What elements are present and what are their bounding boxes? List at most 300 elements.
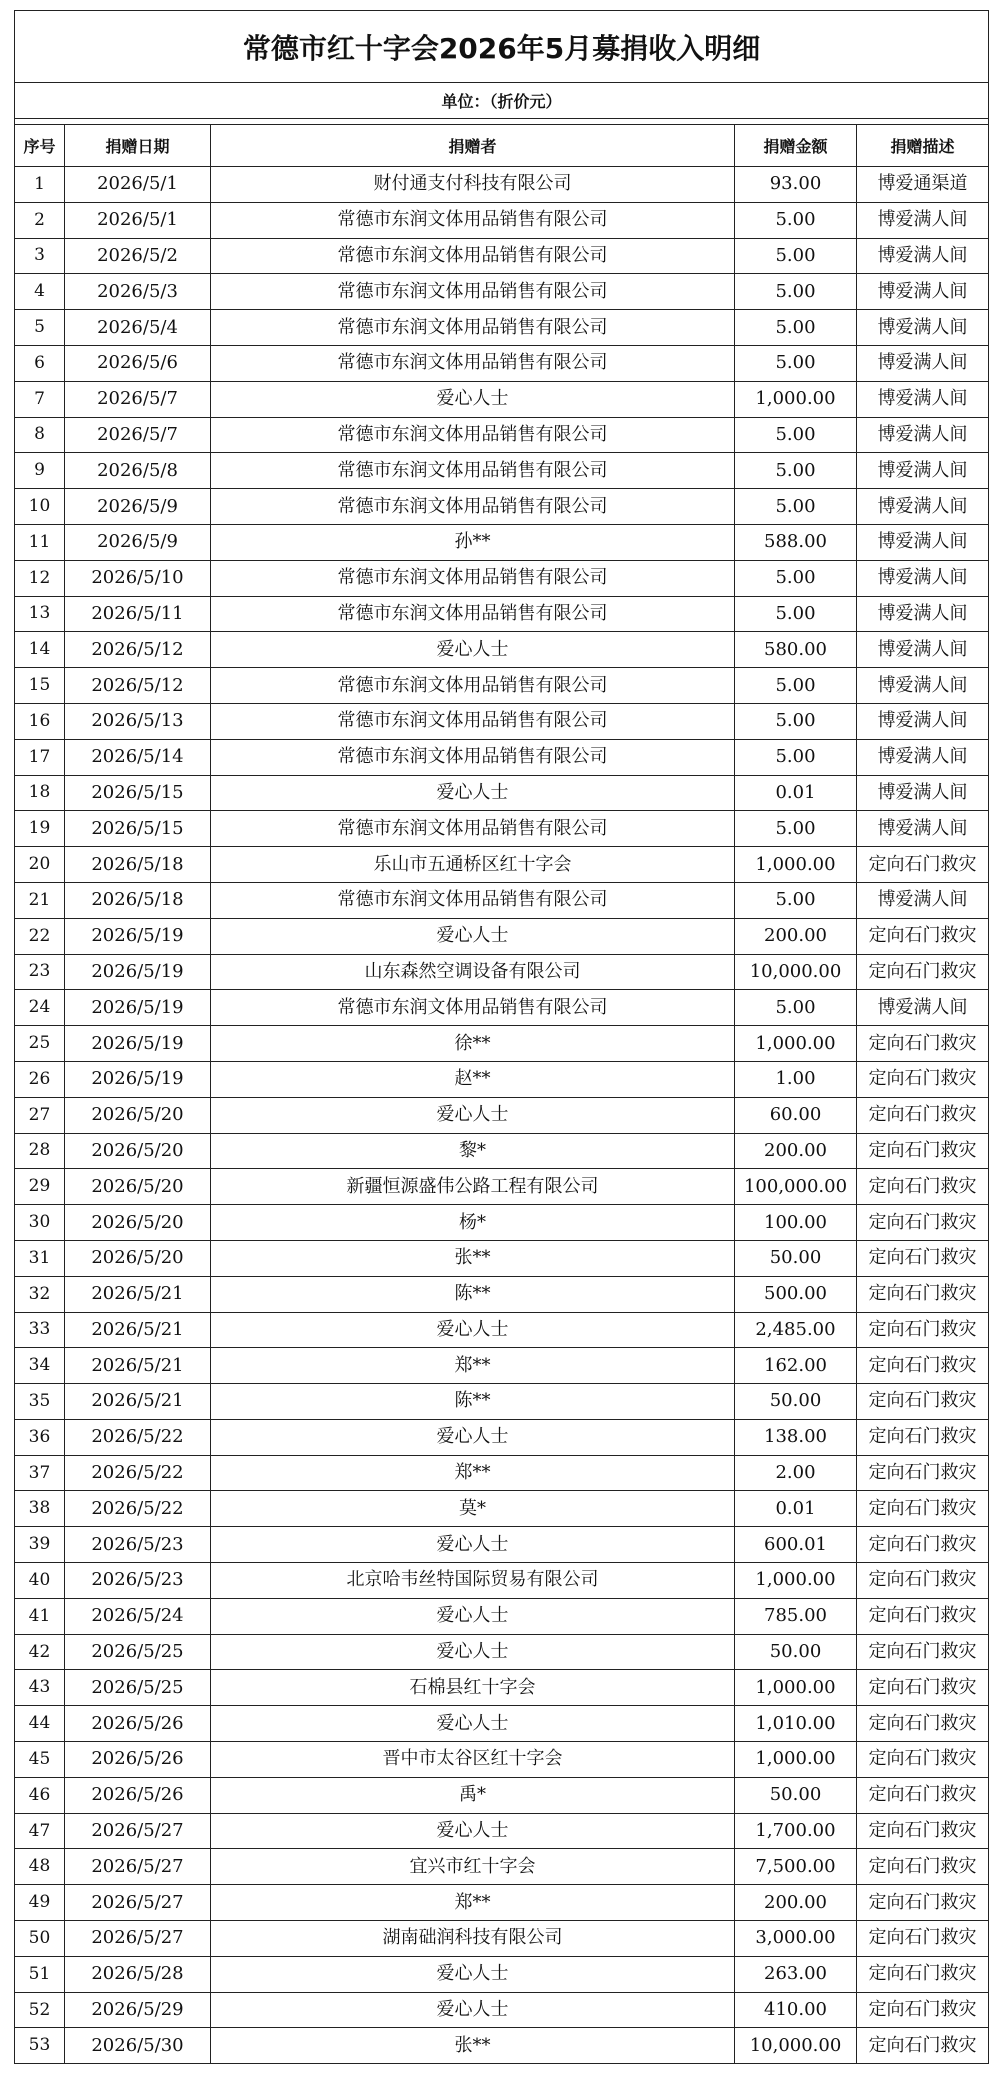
cell-serial: 29 [15, 1169, 65, 1205]
cell-description: 博爱满人间 [857, 882, 989, 918]
header-amount: 捐赠金额 [735, 125, 857, 167]
cell-serial: 31 [15, 1240, 65, 1276]
cell-amount: 162.00 [735, 1348, 857, 1384]
cell-amount: 10,000.00 [735, 2028, 857, 2064]
cell-donor: 孙** [211, 524, 735, 560]
cell-donor: 常德市东润文体用品销售有限公司 [211, 560, 735, 596]
cell-donor: 爱心人士 [211, 1634, 735, 1670]
cell-donor: 爱心人士 [211, 775, 735, 811]
cell-donor: 陈** [211, 1384, 735, 1420]
header-donor: 捐赠者 [211, 125, 735, 167]
cell-amount: 5.00 [735, 274, 857, 310]
table-row [15, 1885, 989, 1921]
cell-date: 2026/5/26 [65, 1742, 211, 1778]
cell-description: 定向石门救灾 [857, 1205, 989, 1241]
table-row [15, 918, 989, 954]
cell-serial: 3 [15, 238, 65, 274]
cell-description: 定向石门救灾 [857, 1384, 989, 1420]
cell-amount: 5.00 [735, 560, 857, 596]
cell-description: 博爱满人间 [857, 238, 989, 274]
cell-serial: 44 [15, 1706, 65, 1742]
cell-date: 2026/5/10 [65, 560, 211, 596]
cell-serial: 26 [15, 1061, 65, 1097]
table-row [15, 1813, 989, 1849]
cell-serial: 18 [15, 775, 65, 811]
table-row [15, 1205, 989, 1241]
cell-amount: 1,000.00 [735, 847, 857, 883]
cell-date: 2026/5/27 [65, 1849, 211, 1885]
cell-date: 2026/5/30 [65, 2028, 211, 2064]
cell-donor: 常德市东润文体用品销售有限公司 [211, 739, 735, 775]
table-row [15, 1634, 989, 1670]
cell-description: 博爱满人间 [857, 202, 989, 238]
table-row [15, 1276, 989, 1312]
cell-date: 2026/5/19 [65, 918, 211, 954]
cell-date: 2026/5/20 [65, 1205, 211, 1241]
cell-donor: 郑** [211, 1885, 735, 1921]
cell-description: 定向石门救灾 [857, 1992, 989, 2028]
cell-serial: 21 [15, 882, 65, 918]
table-row [15, 417, 989, 453]
table-row [15, 739, 989, 775]
cell-amount: 5.00 [735, 882, 857, 918]
cell-description: 博爱满人间 [857, 524, 989, 560]
cell-date: 2026/5/1 [65, 202, 211, 238]
cell-donor: 黎* [211, 1133, 735, 1169]
cell-amount: 50.00 [735, 1634, 857, 1670]
cell-date: 2026/5/18 [65, 847, 211, 883]
cell-description: 博爱满人间 [857, 703, 989, 739]
cell-description: 定向石门救灾 [857, 1885, 989, 1921]
cell-donor: 爱心人士 [211, 1097, 735, 1133]
cell-donor: 乐山市五通桥区红十字会 [211, 847, 735, 883]
table-row [15, 1133, 989, 1169]
cell-date: 2026/5/13 [65, 703, 211, 739]
table-row [15, 1956, 989, 1992]
cell-amount: 1,700.00 [735, 1813, 857, 1849]
cell-date: 2026/5/27 [65, 1813, 211, 1849]
cell-amount: 1,000.00 [735, 1563, 857, 1599]
cell-description: 博爱满人间 [857, 560, 989, 596]
table-row [15, 274, 989, 310]
cell-description: 定向石门救灾 [857, 1706, 989, 1742]
cell-serial: 9 [15, 453, 65, 489]
cell-description: 定向石门救灾 [857, 1097, 989, 1133]
cell-amount: 5.00 [735, 668, 857, 704]
cell-date: 2026/5/7 [65, 381, 211, 417]
table-row [15, 882, 989, 918]
cell-serial: 51 [15, 1956, 65, 1992]
table-row [15, 1097, 989, 1133]
cell-amount: 1,000.00 [735, 1670, 857, 1706]
cell-serial: 53 [15, 2028, 65, 2064]
table-row [15, 345, 989, 381]
table-row [15, 596, 989, 632]
unit-label: 单位：（折价元） [15, 83, 989, 119]
cell-serial: 42 [15, 1634, 65, 1670]
cell-serial: 48 [15, 1849, 65, 1885]
cell-donor: 爱心人士 [211, 1813, 735, 1849]
cell-donor: 徐** [211, 1026, 735, 1062]
cell-date: 2026/5/15 [65, 811, 211, 847]
table-row [15, 1491, 989, 1527]
cell-description: 定向石门救灾 [857, 1742, 989, 1778]
cell-donor: 常德市东润文体用品销售有限公司 [211, 489, 735, 525]
table-row [15, 1706, 989, 1742]
table-row [15, 524, 989, 560]
cell-serial: 7 [15, 381, 65, 417]
table-row [15, 1992, 989, 2028]
cell-amount: 1,010.00 [735, 1706, 857, 1742]
cell-serial: 39 [15, 1527, 65, 1563]
cell-description: 博爱满人间 [857, 381, 989, 417]
cell-description: 定向石门救灾 [857, 1312, 989, 1348]
cell-serial: 8 [15, 417, 65, 453]
cell-date: 2026/5/19 [65, 1061, 211, 1097]
cell-description: 定向石门救灾 [857, 1956, 989, 1992]
cell-donor: 北京哈韦丝特国际贸易有限公司 [211, 1563, 735, 1599]
cell-date: 2026/5/21 [65, 1312, 211, 1348]
cell-donor: 常德市东润文体用品销售有限公司 [211, 668, 735, 704]
cell-date: 2026/5/11 [65, 596, 211, 632]
cell-description: 定向石门救灾 [857, 1777, 989, 1813]
cell-donor: 常德市东润文体用品销售有限公司 [211, 703, 735, 739]
cell-description: 定向石门救灾 [857, 1598, 989, 1634]
cell-donor: 新疆恒源盛伟公路工程有限公司 [211, 1169, 735, 1205]
table-row [15, 560, 989, 596]
cell-description: 博爱满人间 [857, 668, 989, 704]
cell-description: 定向石门救灾 [857, 1921, 989, 1957]
cell-date: 2026/5/3 [65, 274, 211, 310]
cell-date: 2026/5/20 [65, 1169, 211, 1205]
cell-amount: 93.00 [735, 167, 857, 203]
cell-date: 2026/5/21 [65, 1276, 211, 1312]
cell-amount: 5.00 [735, 596, 857, 632]
cell-amount: 2,485.00 [735, 1312, 857, 1348]
cell-date: 2026/5/9 [65, 524, 211, 560]
cell-amount: 0.01 [735, 1491, 857, 1527]
cell-donor: 常德市东润文体用品销售有限公司 [211, 310, 735, 346]
table-row [15, 1921, 989, 1957]
cell-description: 定向石门救灾 [857, 1133, 989, 1169]
cell-donor: 常德市东润文体用品销售有限公司 [211, 596, 735, 632]
cell-donor: 宜兴市红十字会 [211, 1849, 735, 1885]
cell-serial: 34 [15, 1348, 65, 1384]
cell-donor: 常德市东润文体用品销售有限公司 [211, 990, 735, 1026]
cell-donor: 郑** [211, 1348, 735, 1384]
table-row [15, 1777, 989, 1813]
cell-description: 博爱满人间 [857, 310, 989, 346]
cell-description: 定向石门救灾 [857, 2028, 989, 2064]
cell-donor: 爱心人士 [211, 632, 735, 668]
cell-serial: 35 [15, 1384, 65, 1420]
table-row [15, 668, 989, 704]
table-row [15, 1563, 989, 1599]
table-row [15, 489, 989, 525]
cell-serial: 33 [15, 1312, 65, 1348]
cell-amount: 1,000.00 [735, 1742, 857, 1778]
table-row [15, 1455, 989, 1491]
cell-date: 2026/5/9 [65, 489, 211, 525]
cell-date: 2026/5/4 [65, 310, 211, 346]
cell-serial: 49 [15, 1885, 65, 1921]
table-row [15, 381, 989, 417]
cell-amount: 5.00 [735, 811, 857, 847]
table-row [15, 167, 989, 203]
cell-amount: 785.00 [735, 1598, 857, 1634]
cell-donor: 山东森然空调设备有限公司 [211, 954, 735, 990]
cell-serial: 32 [15, 1276, 65, 1312]
cell-date: 2026/5/23 [65, 1527, 211, 1563]
cell-serial: 14 [15, 632, 65, 668]
cell-date: 2026/5/14 [65, 739, 211, 775]
cell-donor: 石棉县红十字会 [211, 1670, 735, 1706]
cell-date: 2026/5/7 [65, 417, 211, 453]
cell-serial: 43 [15, 1670, 65, 1706]
cell-amount: 5.00 [735, 990, 857, 1026]
cell-donor: 赵** [211, 1061, 735, 1097]
cell-description: 定向石门救灾 [857, 1276, 989, 1312]
cell-amount: 5.00 [735, 739, 857, 775]
cell-donor: 张** [211, 2028, 735, 2064]
donation-sheet [14, 10, 988, 2064]
table-row [15, 1419, 989, 1455]
cell-amount: 200.00 [735, 1133, 857, 1169]
table-row [15, 1598, 989, 1634]
cell-date: 2026/5/8 [65, 453, 211, 489]
cell-description: 定向石门救灾 [857, 1455, 989, 1491]
cell-serial: 4 [15, 274, 65, 310]
cell-serial: 41 [15, 1598, 65, 1634]
cell-serial: 37 [15, 1455, 65, 1491]
cell-description: 定向石门救灾 [857, 918, 989, 954]
cell-serial: 6 [15, 345, 65, 381]
table-row [15, 703, 989, 739]
cell-donor: 晋中市太谷区红十字会 [211, 1742, 735, 1778]
cell-description: 定向石门救灾 [857, 1491, 989, 1527]
cell-amount: 138.00 [735, 1419, 857, 1455]
cell-serial: 11 [15, 524, 65, 560]
cell-amount: 200.00 [735, 1885, 857, 1921]
table-row [15, 1670, 989, 1706]
cell-amount: 5.00 [735, 345, 857, 381]
table-row [15, 954, 989, 990]
donation-table [14, 10, 989, 2064]
cell-donor: 湖南础润科技有限公司 [211, 1921, 735, 1957]
cell-amount: 1,000.00 [735, 381, 857, 417]
cell-date: 2026/5/25 [65, 1634, 211, 1670]
cell-date: 2026/5/21 [65, 1348, 211, 1384]
table-row [15, 632, 989, 668]
page-title: 常德市红十字会2026年5月募捐收入明细 [15, 11, 989, 83]
cell-serial: 25 [15, 1026, 65, 1062]
table-row [15, 453, 989, 489]
cell-description: 定向石门救灾 [857, 1563, 989, 1599]
cell-serial: 38 [15, 1491, 65, 1527]
cell-serial: 15 [15, 668, 65, 704]
cell-date: 2026/5/19 [65, 1026, 211, 1062]
cell-serial: 16 [15, 703, 65, 739]
cell-description: 博爱满人间 [857, 345, 989, 381]
cell-donor: 爱心人士 [211, 918, 735, 954]
cell-description: 博爱满人间 [857, 775, 989, 811]
cell-date: 2026/5/23 [65, 1563, 211, 1599]
cell-date: 2026/5/28 [65, 1956, 211, 1992]
cell-donor: 爱心人士 [211, 381, 735, 417]
cell-description: 博爱满人间 [857, 811, 989, 847]
cell-serial: 45 [15, 1742, 65, 1778]
cell-date: 2026/5/25 [65, 1670, 211, 1706]
cell-serial: 1 [15, 167, 65, 203]
cell-description: 博爱满人间 [857, 274, 989, 310]
cell-amount: 0.01 [735, 775, 857, 811]
cell-amount: 3,000.00 [735, 1921, 857, 1957]
table-row [15, 1849, 989, 1885]
cell-description: 定向石门救灾 [857, 1169, 989, 1205]
cell-serial: 40 [15, 1563, 65, 1599]
cell-date: 2026/5/20 [65, 1240, 211, 1276]
cell-amount: 100.00 [735, 1205, 857, 1241]
cell-amount: 580.00 [735, 632, 857, 668]
table-row [15, 847, 989, 883]
cell-serial: 19 [15, 811, 65, 847]
cell-amount: 410.00 [735, 1992, 857, 2028]
cell-description: 定向石门救灾 [857, 1240, 989, 1276]
cell-description: 博爱通渠道 [857, 167, 989, 203]
table-row [15, 202, 989, 238]
cell-donor: 郑** [211, 1455, 735, 1491]
table-row [15, 1742, 989, 1778]
cell-serial: 28 [15, 1133, 65, 1169]
table-body [15, 167, 989, 2064]
cell-serial: 12 [15, 560, 65, 596]
cell-date: 2026/5/22 [65, 1455, 211, 1491]
cell-date: 2026/5/27 [65, 1885, 211, 1921]
cell-serial: 46 [15, 1777, 65, 1813]
cell-description: 定向石门救灾 [857, 1849, 989, 1885]
cell-date: 2026/5/12 [65, 632, 211, 668]
cell-date: 2026/5/6 [65, 345, 211, 381]
cell-serial: 13 [15, 596, 65, 632]
cell-serial: 47 [15, 1813, 65, 1849]
cell-date: 2026/5/21 [65, 1384, 211, 1420]
cell-amount: 50.00 [735, 1384, 857, 1420]
table-row [15, 1026, 989, 1062]
cell-date: 2026/5/22 [65, 1419, 211, 1455]
header-serial: 序号 [15, 125, 65, 167]
cell-serial: 2 [15, 202, 65, 238]
cell-amount: 1.00 [735, 1061, 857, 1097]
header-date: 捐赠日期 [65, 125, 211, 167]
cell-description: 博爱满人间 [857, 417, 989, 453]
cell-description: 定向石门救灾 [857, 1527, 989, 1563]
cell-amount: 588.00 [735, 524, 857, 560]
cell-serial: 52 [15, 1992, 65, 2028]
cell-amount: 50.00 [735, 1777, 857, 1813]
cell-date: 2026/5/15 [65, 775, 211, 811]
cell-amount: 5.00 [735, 489, 857, 525]
cell-donor: 常德市东润文体用品销售有限公司 [211, 238, 735, 274]
table-row [15, 1169, 989, 1205]
cell-description: 博爱满人间 [857, 453, 989, 489]
table-header [15, 125, 989, 167]
cell-description: 博爱满人间 [857, 739, 989, 775]
cell-description: 定向石门救灾 [857, 1061, 989, 1097]
table-row [15, 1527, 989, 1563]
cell-donor: 常德市东润文体用品销售有限公司 [211, 882, 735, 918]
cell-serial: 17 [15, 739, 65, 775]
cell-description: 定向石门救灾 [857, 1026, 989, 1062]
cell-serial: 27 [15, 1097, 65, 1133]
cell-description: 定向石门救灾 [857, 847, 989, 883]
cell-amount: 5.00 [735, 202, 857, 238]
cell-amount: 200.00 [735, 918, 857, 954]
cell-date: 2026/5/24 [65, 1598, 211, 1634]
table-row [15, 2028, 989, 2064]
table-row [15, 990, 989, 1026]
cell-amount: 100,000.00 [735, 1169, 857, 1205]
cell-description: 定向石门救灾 [857, 1813, 989, 1849]
cell-date: 2026/5/26 [65, 1777, 211, 1813]
cell-date: 2026/5/18 [65, 882, 211, 918]
cell-serial: 22 [15, 918, 65, 954]
cell-donor: 常德市东润文体用品销售有限公司 [211, 345, 735, 381]
cell-amount: 10,000.00 [735, 954, 857, 990]
cell-description: 博爱满人间 [857, 632, 989, 668]
cell-donor: 常德市东润文体用品销售有限公司 [211, 417, 735, 453]
cell-serial: 20 [15, 847, 65, 883]
cell-amount: 5.00 [735, 453, 857, 489]
table-row [15, 1061, 989, 1097]
table-row [15, 1348, 989, 1384]
cell-donor: 莫* [211, 1491, 735, 1527]
table-row [15, 238, 989, 274]
cell-amount: 7,500.00 [735, 1849, 857, 1885]
cell-date: 2026/5/26 [65, 1706, 211, 1742]
cell-description: 博爱满人间 [857, 596, 989, 632]
cell-amount: 600.01 [735, 1527, 857, 1563]
table-row [15, 310, 989, 346]
cell-date: 2026/5/22 [65, 1491, 211, 1527]
cell-donor: 常德市东润文体用品销售有限公司 [211, 453, 735, 489]
cell-description: 博爱满人间 [857, 489, 989, 525]
cell-description: 定向石门救灾 [857, 1419, 989, 1455]
cell-donor: 爱心人士 [211, 1956, 735, 1992]
cell-donor: 杨* [211, 1205, 735, 1241]
cell-date: 2026/5/20 [65, 1133, 211, 1169]
cell-amount: 1,000.00 [735, 1026, 857, 1062]
header-description: 捐赠描述 [857, 125, 989, 167]
cell-amount: 50.00 [735, 1240, 857, 1276]
cell-donor: 爱心人士 [211, 1706, 735, 1742]
cell-serial: 23 [15, 954, 65, 990]
cell-date: 2026/5/2 [65, 238, 211, 274]
cell-donor: 爱心人士 [211, 1312, 735, 1348]
cell-serial: 5 [15, 310, 65, 346]
cell-donor: 陈** [211, 1276, 735, 1312]
cell-serial: 36 [15, 1419, 65, 1455]
cell-donor: 爱心人士 [211, 1419, 735, 1455]
cell-date: 2026/5/19 [65, 990, 211, 1026]
cell-description: 博爱满人间 [857, 990, 989, 1026]
cell-amount: 2.00 [735, 1455, 857, 1491]
cell-date: 2026/5/29 [65, 1992, 211, 2028]
cell-date: 2026/5/20 [65, 1097, 211, 1133]
cell-donor: 爱心人士 [211, 1992, 735, 2028]
cell-donor: 常德市东润文体用品销售有限公司 [211, 202, 735, 238]
cell-donor: 财付通支付科技有限公司 [211, 167, 735, 203]
cell-description: 定向石门救灾 [857, 1670, 989, 1706]
